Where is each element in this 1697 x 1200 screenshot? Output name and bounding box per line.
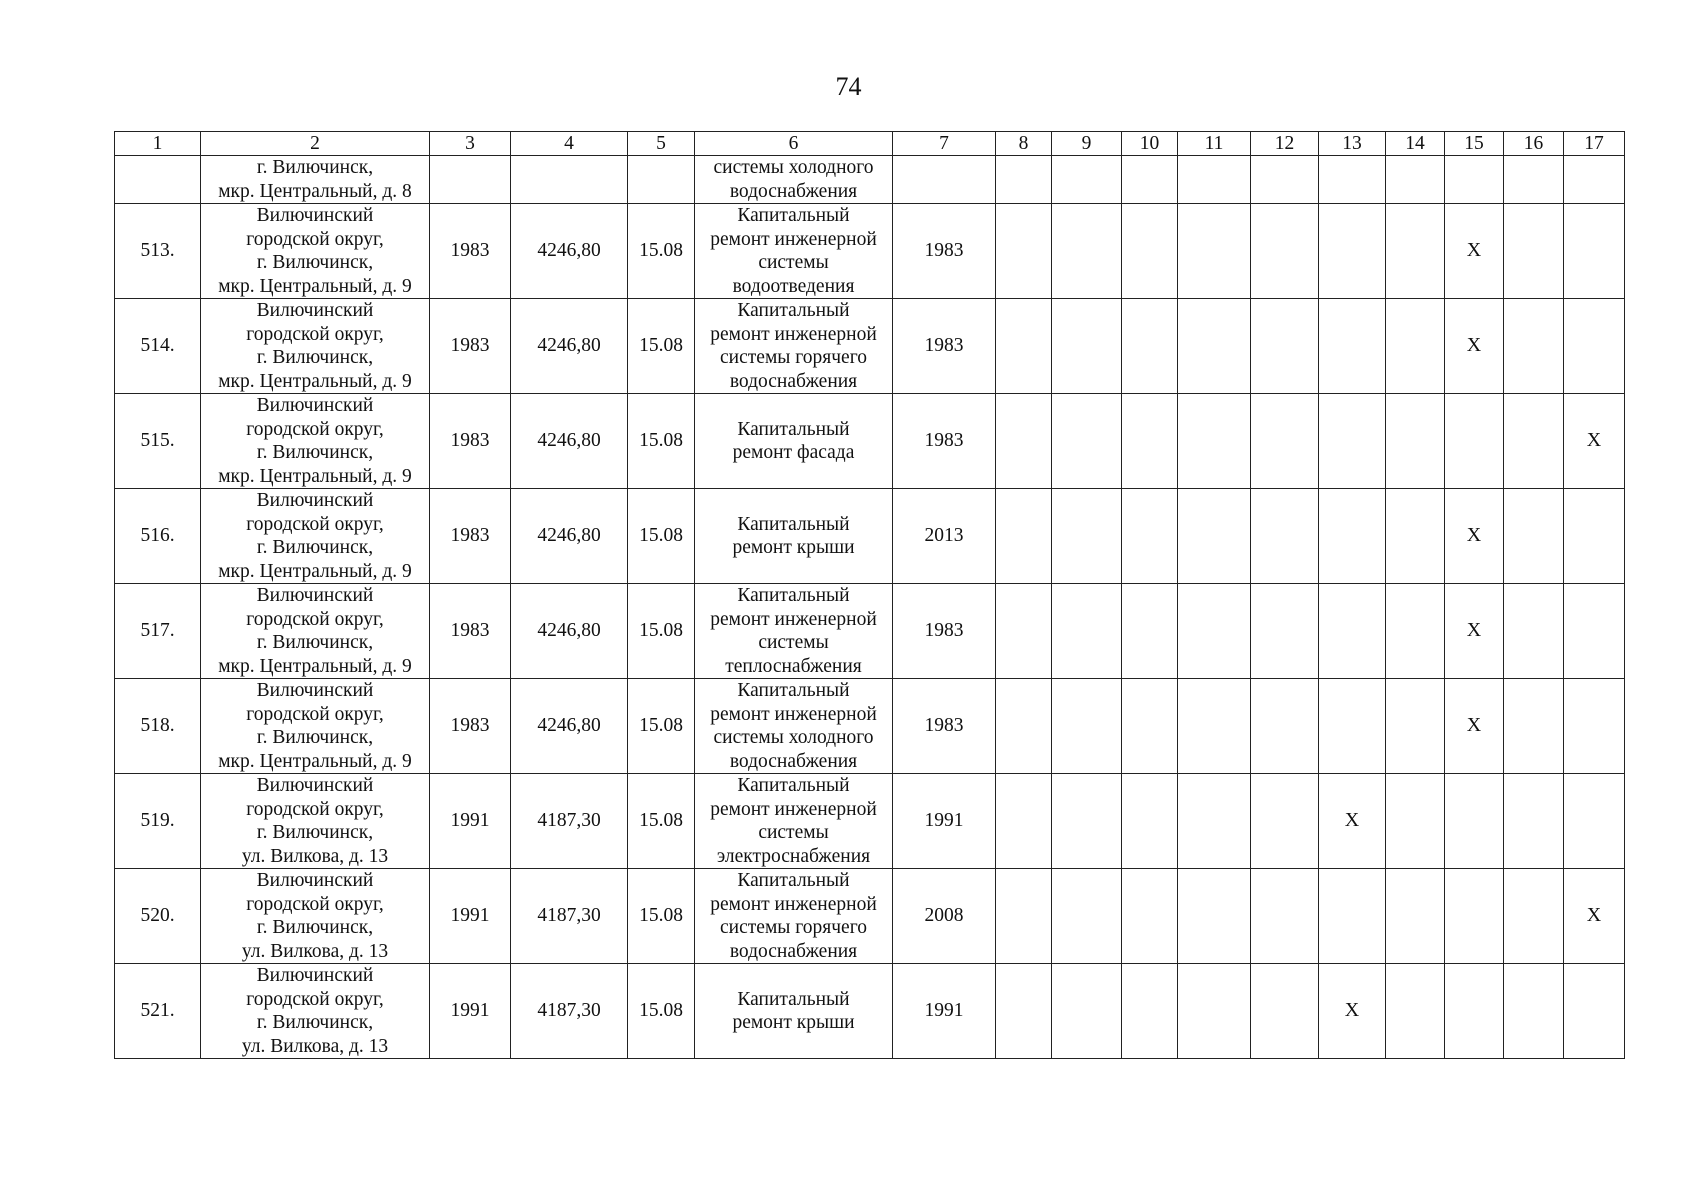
period-mark-cell-13 [1319,584,1386,679]
period-mark-cell-9 [1052,679,1122,774]
period-mark-cell-17 [1564,584,1625,679]
build-year-cell: 1983 [430,584,511,679]
column-number-9: 9 [1052,132,1122,156]
work-type-cell: Капитальный ремонт инженерной системы теплоснабжения [695,584,893,679]
period-mark-cell-13 [1319,869,1386,964]
build-year-cell: 1983 [430,394,511,489]
column-number-4: 4 [511,132,628,156]
row-number-cell: 520. [115,869,201,964]
last-repair-year-cell: 1991 [893,774,996,869]
build-year-cell: 1991 [430,774,511,869]
period-mark-cell-13: X [1319,774,1386,869]
page-number: 74 [835,72,862,101]
period-mark-cell-15: X [1445,204,1504,299]
address-cell: Вилючинский городской округ, г. Вилючинск, ул. Вилкова, д. 13 [201,774,430,869]
period-mark-cell-10 [1122,394,1178,489]
work-type-cell: Капитальный ремонт крыши [695,489,893,584]
column-number-6: 6 [695,132,893,156]
period-mark-cell-14 [1386,394,1445,489]
last-repair-year-cell: 1983 [893,204,996,299]
area-cell: 4246,80 [511,394,628,489]
period-mark-cell-17 [1564,679,1625,774]
period-mark-cell-13 [1319,394,1386,489]
continuation-row [115,156,1625,204]
column-number-16: 16 [1504,132,1564,156]
period-mark-cell-11 [1178,299,1251,394]
period-mark-cell-10 [1122,774,1178,869]
address-cell: Вилючинский городской округ, г. Вилючинск, мкр. Центральный, д. 9 [201,299,430,394]
column-number-14: 14 [1386,132,1445,156]
column-number-1: 1 [115,132,201,156]
period-mark-cell-11 [1178,964,1251,1059]
table-row [115,774,1625,869]
period-mark-cell-12 [1251,584,1319,679]
period-mark-cell-11 [1178,584,1251,679]
period-mark-cell-15: X [1445,584,1504,679]
row-number-cell: 513. [115,204,201,299]
area-cell: 4246,80 [511,584,628,679]
row-number-cell: 516. [115,489,201,584]
period-mark-cell-11 [1178,774,1251,869]
period-mark-cell-8 [996,156,1052,204]
area-cell: 4187,30 [511,964,628,1059]
period-mark-cell-14 [1386,774,1445,869]
last-repair-year-cell [893,156,996,204]
last-repair-year-cell: 1983 [893,299,996,394]
rate-cell: 15.08 [628,489,695,584]
period-mark-cell-16 [1504,299,1564,394]
column-number-11: 11 [1178,132,1251,156]
rate-cell: 15.08 [628,964,695,1059]
period-mark-cell-15: X [1445,679,1504,774]
period-mark-cell-17 [1564,964,1625,1059]
period-mark-cell-10 [1122,489,1178,584]
period-mark-cell-16 [1504,679,1564,774]
period-mark-cell-14 [1386,299,1445,394]
period-mark-cell-12 [1251,394,1319,489]
period-mark-cell-16 [1504,774,1564,869]
work-type-cell: Капитальный ремонт фасада [695,394,893,489]
period-mark-cell-14 [1386,204,1445,299]
row-number-cell [115,156,201,204]
address-cell: Вилючинский городской округ, г. Вилючинск, мкр. Центральный, д. 9 [201,394,430,489]
rate-cell: 15.08 [628,774,695,869]
area-cell: 4246,80 [511,299,628,394]
period-mark-cell-17 [1564,156,1625,204]
rate-cell: 15.08 [628,394,695,489]
work-type-cell: системы холодного водоснабжения [695,156,893,204]
period-mark-cell-16 [1504,394,1564,489]
period-mark-cell-16 [1504,869,1564,964]
row-number-cell: 517. [115,584,201,679]
period-mark-cell-16 [1504,584,1564,679]
row-number-cell: 519. [115,774,201,869]
period-mark-cell-15: X [1445,299,1504,394]
rate-cell: 15.08 [628,204,695,299]
period-mark-cell-11 [1178,204,1251,299]
address-cell: Вилючинский городской округ, г. Вилючинск, ул. Вилкова, д. 13 [201,869,430,964]
row-number-cell: 515. [115,394,201,489]
table-row [115,869,1625,964]
period-mark-cell-17: X [1564,394,1625,489]
area-cell: 4187,30 [511,869,628,964]
period-mark-cell-9 [1052,156,1122,204]
period-mark-cell-12 [1251,679,1319,774]
table-row [115,299,1625,394]
table-row [115,394,1625,489]
period-mark-cell-8 [996,869,1052,964]
period-mark-cell-14 [1386,679,1445,774]
work-type-cell: Капитальный ремонт инженерной системы холодного водоснабжения [695,679,893,774]
period-mark-cell-16 [1504,964,1564,1059]
row-number-cell: 514. [115,299,201,394]
column-number-10: 10 [1122,132,1178,156]
period-mark-cell-15 [1445,774,1504,869]
rate-cell: 15.08 [628,584,695,679]
period-mark-cell-11 [1178,679,1251,774]
register-table [114,131,1625,1059]
column-number-row [115,132,1625,156]
period-mark-cell-16 [1504,156,1564,204]
period-mark-cell-17 [1564,299,1625,394]
period-mark-cell-14 [1386,584,1445,679]
period-mark-cell-16 [1504,204,1564,299]
address-cell: г. Вилючинск, мкр. Центральный, д. 8 [201,156,430,204]
period-mark-cell-8 [996,299,1052,394]
period-mark-cell-12 [1251,299,1319,394]
period-mark-cell-8 [996,774,1052,869]
rate-cell: 15.08 [628,869,695,964]
period-mark-cell-13 [1319,156,1386,204]
period-mark-cell-9 [1052,394,1122,489]
period-mark-cell-10 [1122,299,1178,394]
period-mark-cell-10 [1122,964,1178,1059]
period-mark-cell-11 [1178,156,1251,204]
address-cell: Вилючинский городской округ, г. Вилючинск, мкр. Центральный, д. 9 [201,489,430,584]
period-mark-cell-9 [1052,299,1122,394]
build-year-cell: 1991 [430,869,511,964]
rate-cell [628,156,695,204]
period-mark-cell-9 [1052,204,1122,299]
period-mark-cell-15 [1445,156,1504,204]
period-mark-cell-9 [1052,489,1122,584]
table-row [115,964,1625,1059]
area-cell: 4246,80 [511,204,628,299]
rate-cell: 15.08 [628,679,695,774]
table-row [115,489,1625,584]
area-cell [511,156,628,204]
period-mark-cell-12 [1251,156,1319,204]
last-repair-year-cell: 1983 [893,394,996,489]
period-mark-cell-12 [1251,489,1319,584]
period-mark-cell-8 [996,584,1052,679]
table-body [115,156,1625,1059]
period-mark-cell-12 [1251,204,1319,299]
build-year-cell: 1983 [430,489,511,584]
build-year-cell: 1983 [430,299,511,394]
period-mark-cell-9 [1052,869,1122,964]
build-year-cell: 1983 [430,679,511,774]
area-cell: 4246,80 [511,489,628,584]
period-mark-cell-10 [1122,869,1178,964]
period-mark-cell-11 [1178,489,1251,584]
address-cell: Вилючинский городской округ, г. Вилючинск, ул. Вилкова, д. 13 [201,964,430,1059]
period-mark-cell-11 [1178,869,1251,964]
period-mark-cell-13 [1319,679,1386,774]
period-mark-cell-8 [996,679,1052,774]
period-mark-cell-15 [1445,394,1504,489]
period-mark-cell-13 [1319,489,1386,584]
area-cell: 4187,30 [511,774,628,869]
work-type-cell: Капитальный ремонт инженерной системы горячего водоснабжения [695,869,893,964]
column-number-5: 5 [628,132,695,156]
row-number-cell: 521. [115,964,201,1059]
last-repair-year-cell: 1983 [893,679,996,774]
period-mark-cell-10 [1122,156,1178,204]
period-mark-cell-17: X [1564,869,1625,964]
address-cell: Вилючинский городской округ, г. Вилючинск, мкр. Центральный, д. 9 [201,679,430,774]
area-cell: 4246,80 [511,679,628,774]
period-mark-cell-8 [996,394,1052,489]
period-mark-cell-15: X [1445,489,1504,584]
column-number-2: 2 [201,132,430,156]
last-repair-year-cell: 1983 [893,584,996,679]
table-row [115,679,1625,774]
last-repair-year-cell: 2013 [893,489,996,584]
period-mark-cell-9 [1052,774,1122,869]
period-mark-cell-14 [1386,156,1445,204]
work-type-cell: Капитальный ремонт инженерной системы водоотведения [695,204,893,299]
period-mark-cell-8 [996,964,1052,1059]
row-number-cell: 518. [115,679,201,774]
period-mark-cell-14 [1386,489,1445,584]
rate-cell: 15.08 [628,299,695,394]
period-mark-cell-13 [1319,204,1386,299]
period-mark-cell-17 [1564,204,1625,299]
period-mark-cell-17 [1564,774,1625,869]
column-number-8: 8 [996,132,1052,156]
period-mark-cell-10 [1122,204,1178,299]
column-number-12: 12 [1251,132,1319,156]
column-number-13: 13 [1319,132,1386,156]
period-mark-cell-13: X [1319,964,1386,1059]
period-mark-cell-15 [1445,964,1504,1059]
build-year-cell [430,156,511,204]
build-year-cell: 1983 [430,204,511,299]
table-row [115,584,1625,679]
period-mark-cell-9 [1052,584,1122,679]
last-repair-year-cell: 2008 [893,869,996,964]
address-cell: Вилючинский городской округ, г. Вилючинск, мкр. Центральный, д. 9 [201,204,430,299]
period-mark-cell-16 [1504,489,1564,584]
period-mark-cell-15 [1445,869,1504,964]
column-number-3: 3 [430,132,511,156]
work-type-cell: Капитальный ремонт инженерной системы электроснабжения [695,774,893,869]
address-cell: Вилючинский городской округ, г. Вилючинск, мкр. Центральный, д. 9 [201,584,430,679]
table-row [115,204,1625,299]
period-mark-cell-8 [996,489,1052,584]
period-mark-cell-13 [1319,299,1386,394]
period-mark-cell-11 [1178,394,1251,489]
work-type-cell: Капитальный ремонт крыши [695,964,893,1059]
column-number-17: 17 [1564,132,1625,156]
period-mark-cell-12 [1251,869,1319,964]
period-mark-cell-10 [1122,584,1178,679]
period-mark-cell-14 [1386,869,1445,964]
period-mark-cell-17 [1564,489,1625,584]
period-mark-cell-9 [1052,964,1122,1059]
period-mark-cell-12 [1251,964,1319,1059]
column-number-15: 15 [1445,132,1504,156]
period-mark-cell-10 [1122,679,1178,774]
build-year-cell: 1991 [430,964,511,1059]
column-number-7: 7 [893,132,996,156]
period-mark-cell-8 [996,204,1052,299]
period-mark-cell-14 [1386,964,1445,1059]
period-mark-cell-12 [1251,774,1319,869]
last-repair-year-cell: 1991 [893,964,996,1059]
work-type-cell: Капитальный ремонт инженерной системы горячего водоснабжения [695,299,893,394]
